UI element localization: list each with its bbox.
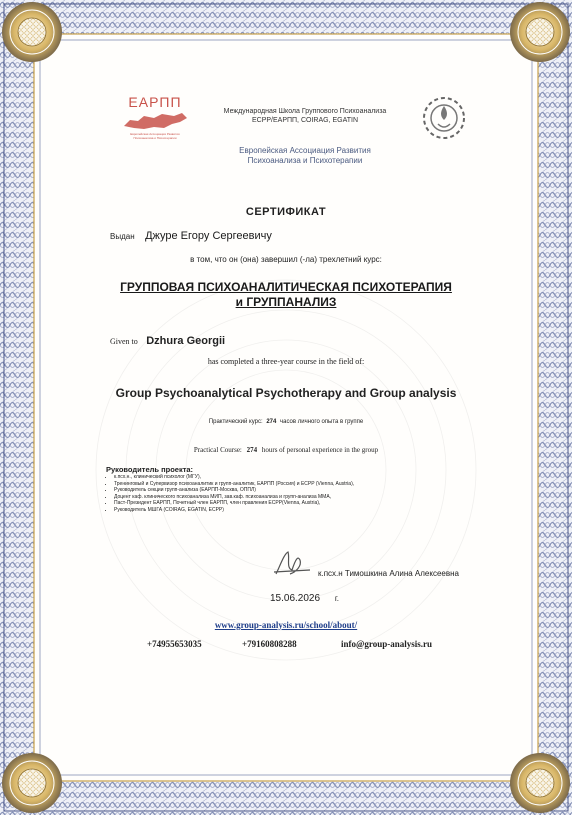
corner-rosette-bl <box>2 753 62 813</box>
practical-en-label: Practical Course: <box>193 446 242 454</box>
director-item: • Руководитель МШГА (COIRAG, EGATIN, ECPP) <box>114 507 486 514</box>
issued-label: Выдан <box>110 232 135 241</box>
school-emblem-icon <box>420 94 468 142</box>
completed-ru-text: в том, что он (она) завершил (-ла) трехлетний курс: <box>190 255 382 264</box>
given-name: Dzhura Georgii <box>146 335 226 347</box>
director-list <box>106 474 486 513</box>
director-item: • Руководитель секции групп-анализа (ЕАРПП-Москва, ОППЛ) <box>114 487 486 494</box>
eapp-logo <box>120 94 190 150</box>
signatory-name: к.псх.н Тимошкина Алина Алексеевна <box>318 569 459 578</box>
completed-en-text: has completed a three-year course in the field of: <box>207 357 365 366</box>
director-item: • к.псх.н., клинический психолог (МГУ), <box>114 474 486 481</box>
school-line-1: Международная Школа Группового Психоанализа <box>223 108 387 115</box>
course-ru-line-2: и ГРУППАНАЛИЗ <box>235 295 337 309</box>
director-item: • Тренинговый и Супервизор психоаналитик и групп-аналитик, ЕАРПП (Россия) и ECPP (Vienna, Austria), <box>114 481 486 488</box>
corner-rosette-br <box>510 753 570 813</box>
phone-1: +74955653035 <box>147 639 202 649</box>
eapp-logo-text: ЕАРПП <box>128 94 182 110</box>
practical-en-text: hours of personal experience in the group <box>261 446 379 454</box>
year-suffix: г. <box>334 594 340 603</box>
practical-ru-text: часов личного опыта в группе <box>280 419 364 425</box>
course-ru-line-1: ГРУППОВАЯ ПСИХОАНАЛИТИЧЕСКАЯ ПСИХОТЕРАПИЯ <box>120 280 452 294</box>
issue-date: 15.06.2026 <box>270 593 321 604</box>
practical-en-hours: 274 <box>246 446 258 454</box>
association-line-2: Психоанализа и Психотерапии <box>247 156 363 165</box>
website-link[interactable]: www.group-analysis.ru/school/about/ <box>214 620 358 630</box>
certificate-title: СЕРТИФИКАТ <box>245 206 327 218</box>
eapp-logo-caption: Европейская Ассоциация Развития Психоанализа и Психотерапии <box>130 132 180 140</box>
practical-ru-label: Практический курс: <box>208 419 263 425</box>
association-line-1: Европейская Ассоциация Развития <box>239 146 371 155</box>
given-label: Given to <box>110 337 138 346</box>
director-heading: Руководитель проекта: <box>106 465 194 474</box>
practical-ru-hours: 274 <box>266 419 277 425</box>
practical-en <box>0 446 572 454</box>
course-en: Group Psychoanalytical Psychotherapy and Group analysis <box>115 386 457 400</box>
russia-map-icon <box>120 110 190 132</box>
school-line-2: ЕСРР/ЕАРПП, COIRAG, EGATIN <box>251 117 358 124</box>
director-item: • Доцент каф. клинического психоанализа МИП, зав.каф. психоанализа и групп-анализа ММА, <box>114 494 486 501</box>
corner-rosette-tr <box>510 2 570 62</box>
practical-ru <box>0 419 572 425</box>
phone-2: +79160808288 <box>242 639 297 649</box>
email[interactable]: info@group-analysis.ru <box>341 639 432 649</box>
corner-rosette-tl <box>2 2 62 62</box>
director-block <box>106 465 486 513</box>
signature <box>270 548 316 580</box>
issued-name: Джуре Егору Сергеевичу <box>145 230 272 242</box>
director-item: • Паст-Президент ЕАРПП, Почетный член ЕАРПП, член правления ECPP(Vienna, Austria), <box>114 500 486 507</box>
